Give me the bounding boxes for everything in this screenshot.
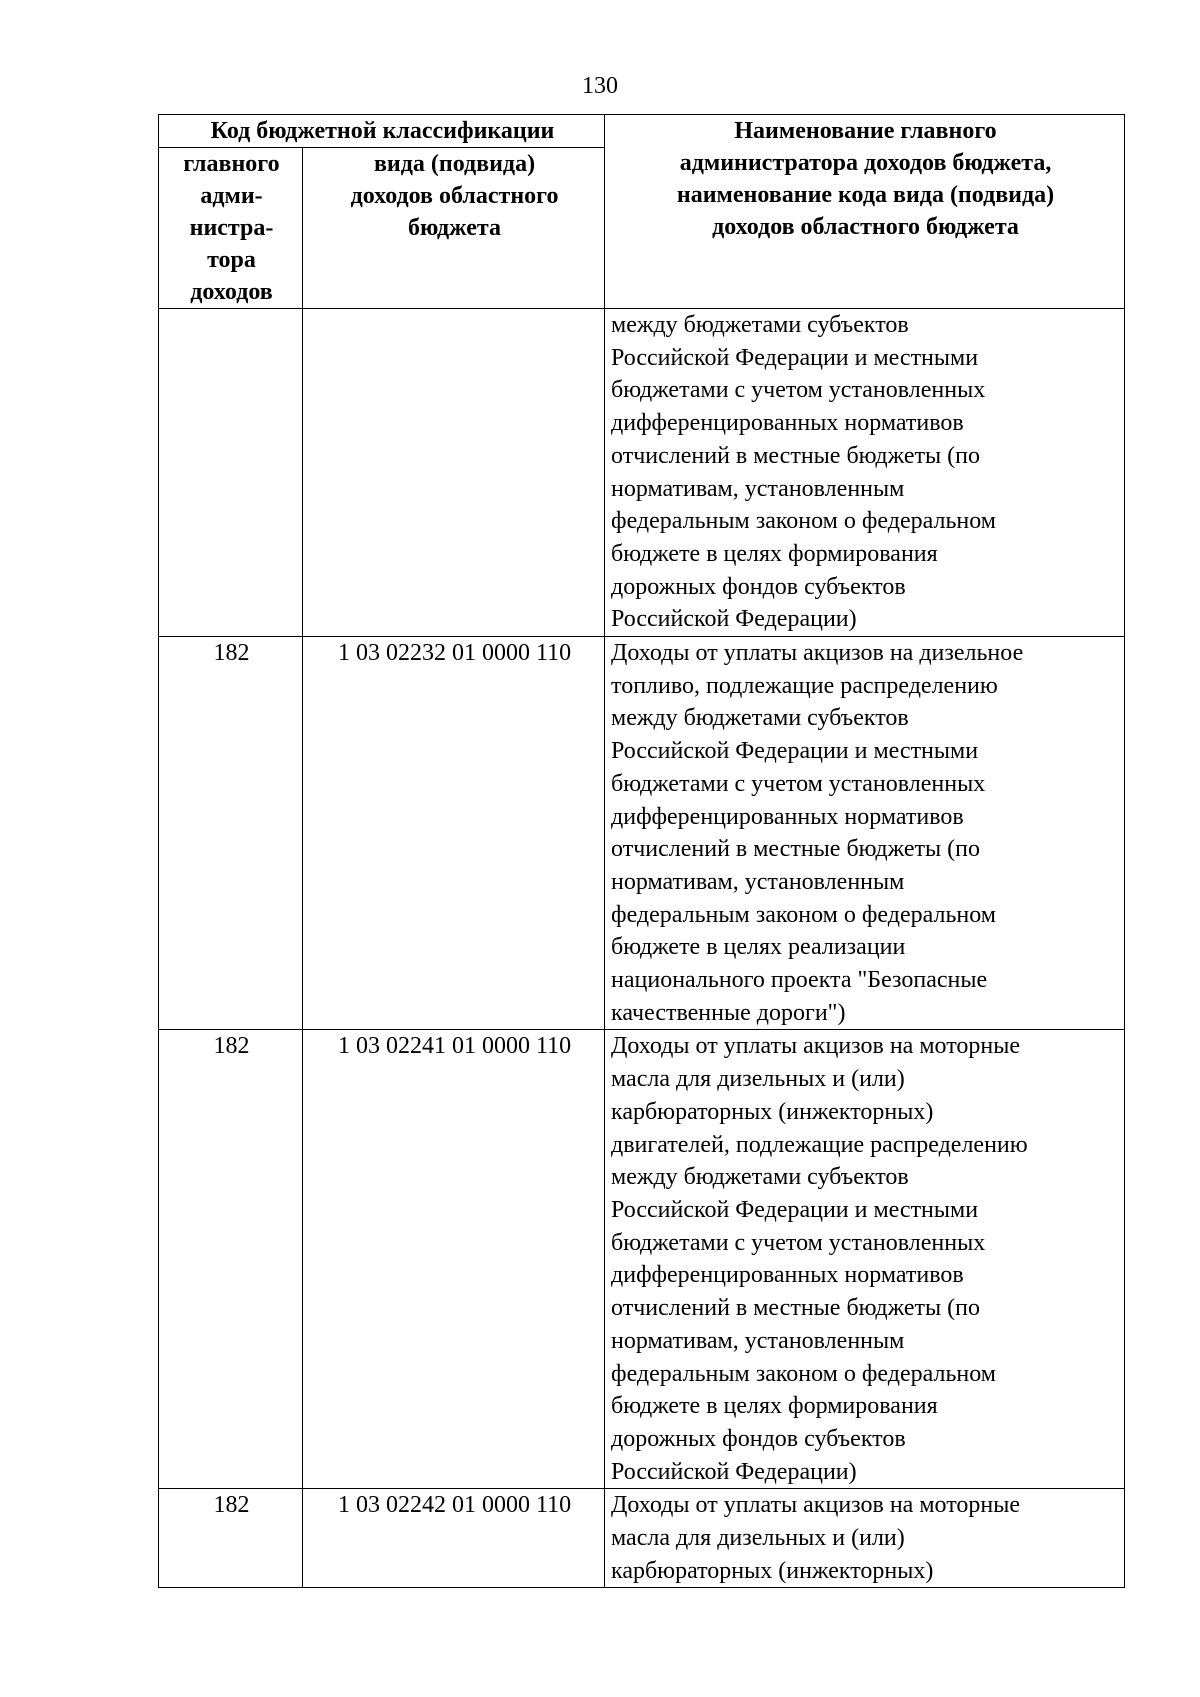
cell-income-name: Доходы от уплаты акцизов на моторные масла для дизельных и (или) карбюраторных (инжекторных) [605,1489,1125,1588]
cell-income-name: Доходы от уплаты акцизов на моторные масла для дизельных и (или) карбюраторных (инжекторных) двигателей, подлежащие распределению между бюджетами субъектов Российской Федерации и местными бюджетами с учетом установленных дифференцированных нормативов отчислений в местные бюджеты (по нормативам, установленным федеральным законом о федеральном бюджете в целях формирования дорожных фондов субъектов Российской Федерации) [605,1030,1125,1489]
table-row [159,1489,1125,1588]
cell-income-code [303,309,605,637]
budget-classification-table [158,114,1125,1588]
cell-admin-code [159,309,303,637]
header-income-kind [303,148,605,309]
table-row [159,309,1125,637]
header-chief-administrator-text: главного адми- нистра- тора доходов [183,151,280,305]
cell-admin-code: 182 [159,637,303,1030]
cell-income-code: 1 03 02241 01 0000 110 [303,1030,605,1489]
header-chief-administrator [159,148,303,309]
header-income-kind-text: вида (подвида) доходов областного бюджета [350,151,559,241]
table-row [159,637,1125,1030]
cell-income-name: между бюджетами субъектов Российской Федерации и местными бюджетами с учетом установленных дифференцированных нормативов отчислений в местные бюджеты (по нормативам, установленным федеральным законом о федеральном бюджете в целях формирования дорожных фондов субъектов Российской Федерации) [605,309,1125,637]
cell-income-name: Доходы от уплаты акцизов на дизельное топливо, подлежащие распределению между бюджетами субъектов Российской Федерации и местными бюджетами с учетом установленных дифференцированных нормативов отчислений в местные бюджеты (по нормативам, установленным федеральным законом о федеральном бюджете в целях реализации национального проекта "Безопасные качественные дороги") [605,637,1125,1030]
cell-income-code: 1 03 02232 01 0000 110 [303,637,605,1030]
header-row-top [159,115,1125,148]
cell-admin-code: 182 [159,1489,303,1588]
cell-admin-code: 182 [159,1030,303,1489]
page-number: 130 [582,73,618,99]
header-administrator-name-text: Наименование главного администратора доходов бюджета, наименование кода вида (подвида) доходов областного бюджета [676,118,1055,240]
header-budget-classification-code: Код бюджетной классификации [159,115,605,148]
cell-income-code: 1 03 02242 01 0000 110 [303,1489,605,1588]
table-row [159,1030,1125,1489]
header-administrator-name [605,115,1125,309]
